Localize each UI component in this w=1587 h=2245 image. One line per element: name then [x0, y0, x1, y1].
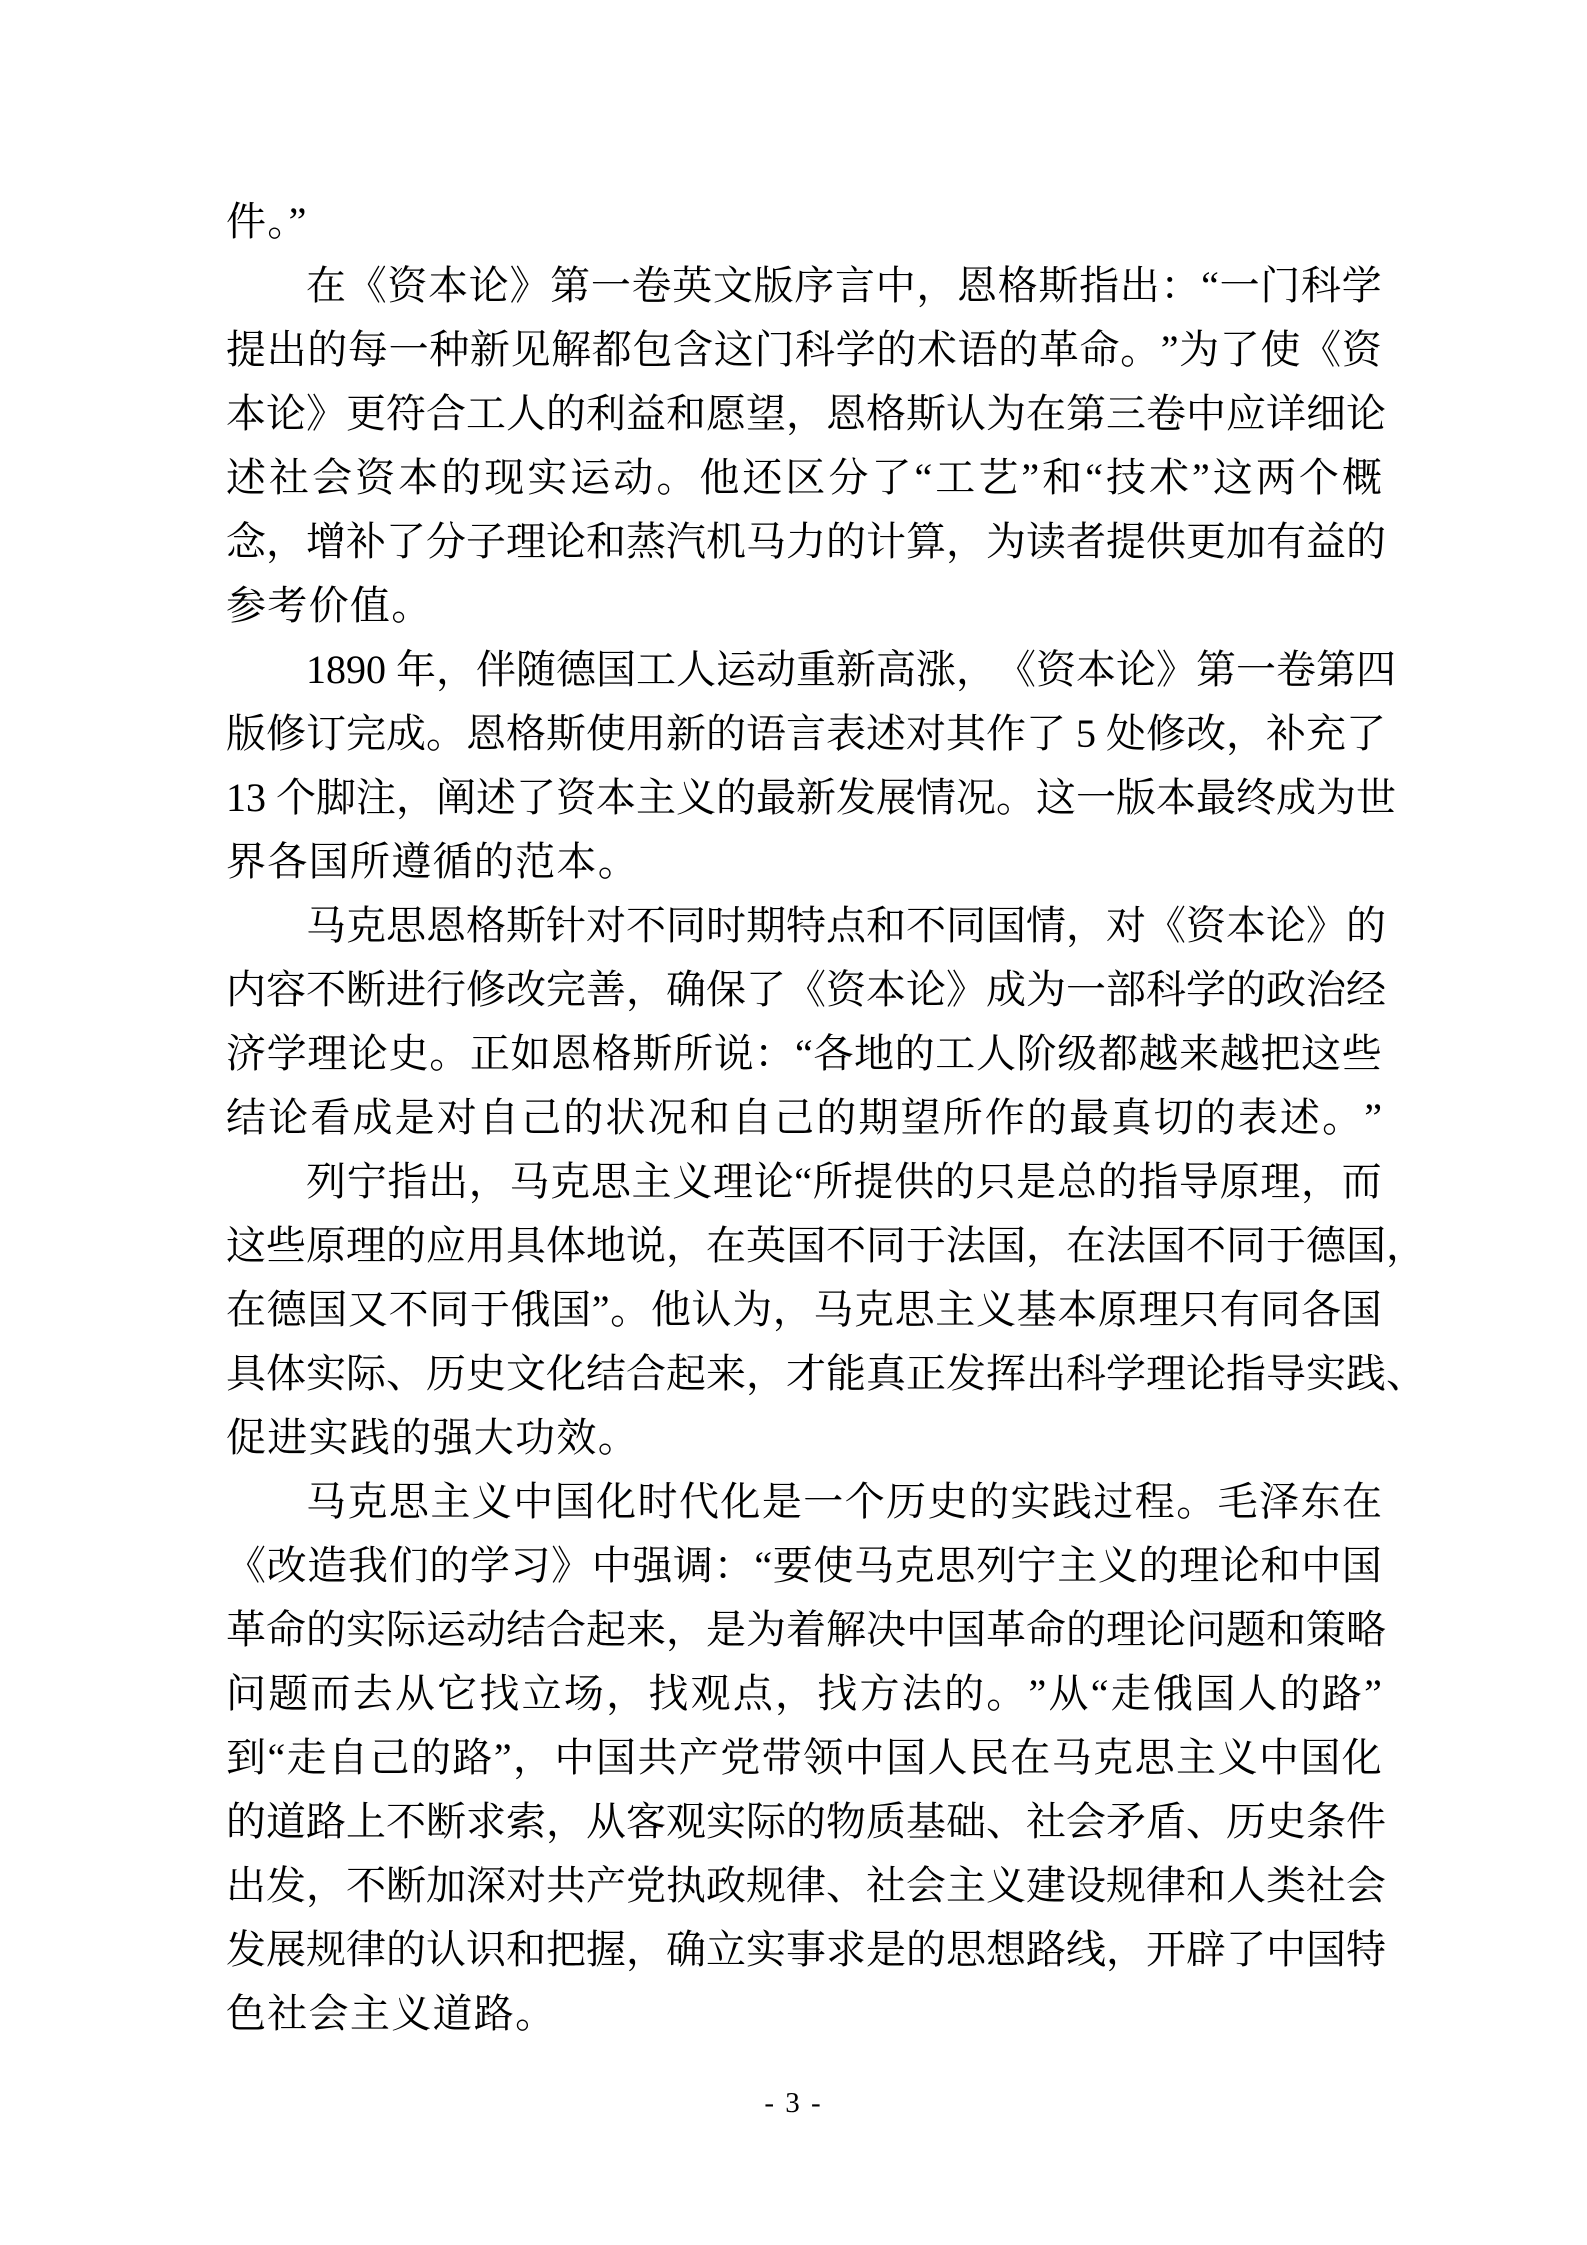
text-line: 马 克 思 恩 格 斯 针 对 不 同 时 期 特 点 和 不 同 国 情 ， 对 《 资 本 论 》 的 — [306, 903, 1386, 948]
text-line: 革 命 的 实 际 运 动 结 合 起 来 ， 是 为 着 解 决 中 国 革 命 的 理 论 问 题 和 策 略 — [226, 1607, 1386, 1652]
text-line: 这 些 原 理 的 应 用 具 体 地 说 ， 在 英 国 不 同 于 法 国 ， 在 法 国 不 同 于 德 国 ， — [226, 1223, 1426, 1268]
paragraph — [226, 190, 1382, 254]
text-line: 到 “ 走 自 己 的 路 ” ， 中 国 共 产 党 带 领 中 国 人 民 在 马 克 思 主 义 中 国 化 — [226, 1735, 1382, 1780]
text-line: 列 宁 指 出 ， 马 克 思 主 义 理 论 “ 所 提 供 的 只 是 总 的 指 导 原 理 ， 而 — [306, 1159, 1382, 1204]
text-line: 济 学 理 论 史 。 正 如 恩 格 斯 所 说 ： “ 各 地 的 工 人 阶 级 都 越 来 越 把 这 些 — [226, 1031, 1382, 1076]
paragraph — [226, 638, 1396, 894]
text-line: 结 论 看 成 是 对 自 己 的 状 况 和 自 己 的 期 望 所 作 的 最 真 切 的 表 述 。 ” — [226, 1095, 1382, 1140]
text-line: 问 题 而 去 从 它 找 立 场 ， 找 观 点 ， 找 方 法 的 。 ” 从 “ 走 俄 国 人 的 路 ” — [226, 1671, 1382, 1716]
text-line: 的 道 路 上 不 断 求 索 ， 从 客 观 实 际 的 物 质 基 础 、 社 会 矛 盾 、 历 史 条 件 — [226, 1799, 1386, 1844]
text-line: 具 体 实 际 、 历 史 文 化 结 合 起 来 ， 才 能 真 正 发 挥 出 科 学 理 论 指 导 实 践 、 — [226, 1351, 1426, 1396]
text-line: 1 3 个 脚 注 ， 阐 述 了 资 本 主 义 的 最 新 发 展 情 况 。 这 一 版 本 最 终 成 为 世 — [226, 775, 1396, 820]
paragraph — [226, 1470, 1386, 2046]
text-line: 1 8 9 0 年 ， 伴 随 德 国 工 人 运 动 重 新 高 涨 ， 《 资 本 论 》 第 一 卷 第 四 — [306, 647, 1396, 692]
text-line: 色社会主义道路。 — [226, 1991, 557, 2036]
page-number: - 3 - — [764, 2087, 823, 2119]
text-line: 版 修 订 完 成 。 恩 格 斯 使 用 新 的 语 言 表 述 对 其 作 了 5 处 修 改 ， 补 充 了 — [226, 711, 1386, 756]
text-line: 内 容 不 断 进 行 修 改 完 善 ， 确 保 了 《 资 本 论 》 成 为 一 部 科 学 的 政 治 经 — [226, 967, 1386, 1012]
document-body — [226, 190, 1426, 2046]
text-line: 提 出 的 每 一 种 新 见 解 都 包 含 这 门 科 学 的 术 语 的 革 命 。 ” 为 了 使 《 资 — [226, 327, 1382, 372]
text-line: 件。” — [226, 199, 308, 244]
text-line: 参考价值。 — [226, 583, 433, 628]
text-line: 本 论 》 更 符 合 工 人 的 利 益 和 愿 望 ， 恩 格 斯 认 为 在 第 三 卷 中 应 详 细 论 — [226, 391, 1386, 436]
text-line: 念 ， 增 补 了 分 子 理 论 和 蒸 汽 机 马 力 的 计 算 ， 为 读 者 提 供 更 加 有 益 的 — [226, 519, 1386, 564]
text-line: 《 改 造 我 们 的 学 习 》 中 强 调 ： “ 要 使 马 克 思 列 宁 主 义 的 理 论 和 中 国 — [226, 1543, 1382, 1588]
paragraph — [226, 254, 1386, 638]
text-line: 在 德 国 又 不 同 于 俄 国 ” 。 他 认 为 ， 马 克 思 主 义 基 本 原 理 只 有 同 各 国 — [226, 1287, 1382, 1332]
text-line: 促进实践的强大功效。 — [226, 1415, 639, 1460]
text-line: 界各国所遵循的范本。 — [226, 839, 639, 884]
paragraph — [226, 1150, 1426, 1470]
text-line: 马 克 思 主 义 中 国 化 时 代 化 是 一 个 历 史 的 实 践 过 程 。 毛 泽 东 在 — [306, 1479, 1382, 1524]
text-line: 在 《 资 本 论 》 第 一 卷 英 文 版 序 言 中 ， 恩 格 斯 指 出 ： “ 一 门 科 学 — [306, 263, 1382, 308]
text-line: 出 发 ， 不 断 加 深 对 共 产 党 执 政 规 律 、 社 会 主 义 建 设 规 律 和 人 类 社 会 — [226, 1863, 1386, 1908]
text-line: 述 社 会 资 本 的 现 实 运 动 。 他 还 区 分 了 “ 工 艺 ” 和 “ 技 术 ” 这 两 个 概 — [226, 455, 1382, 500]
paragraph — [226, 894, 1386, 1150]
text-line: 发 展 规 律 的 认 识 和 把 握 ， 确 立 实 事 求 是 的 思 想 路 线 ， 开 辟 了 中 国 特 — [226, 1927, 1386, 1972]
